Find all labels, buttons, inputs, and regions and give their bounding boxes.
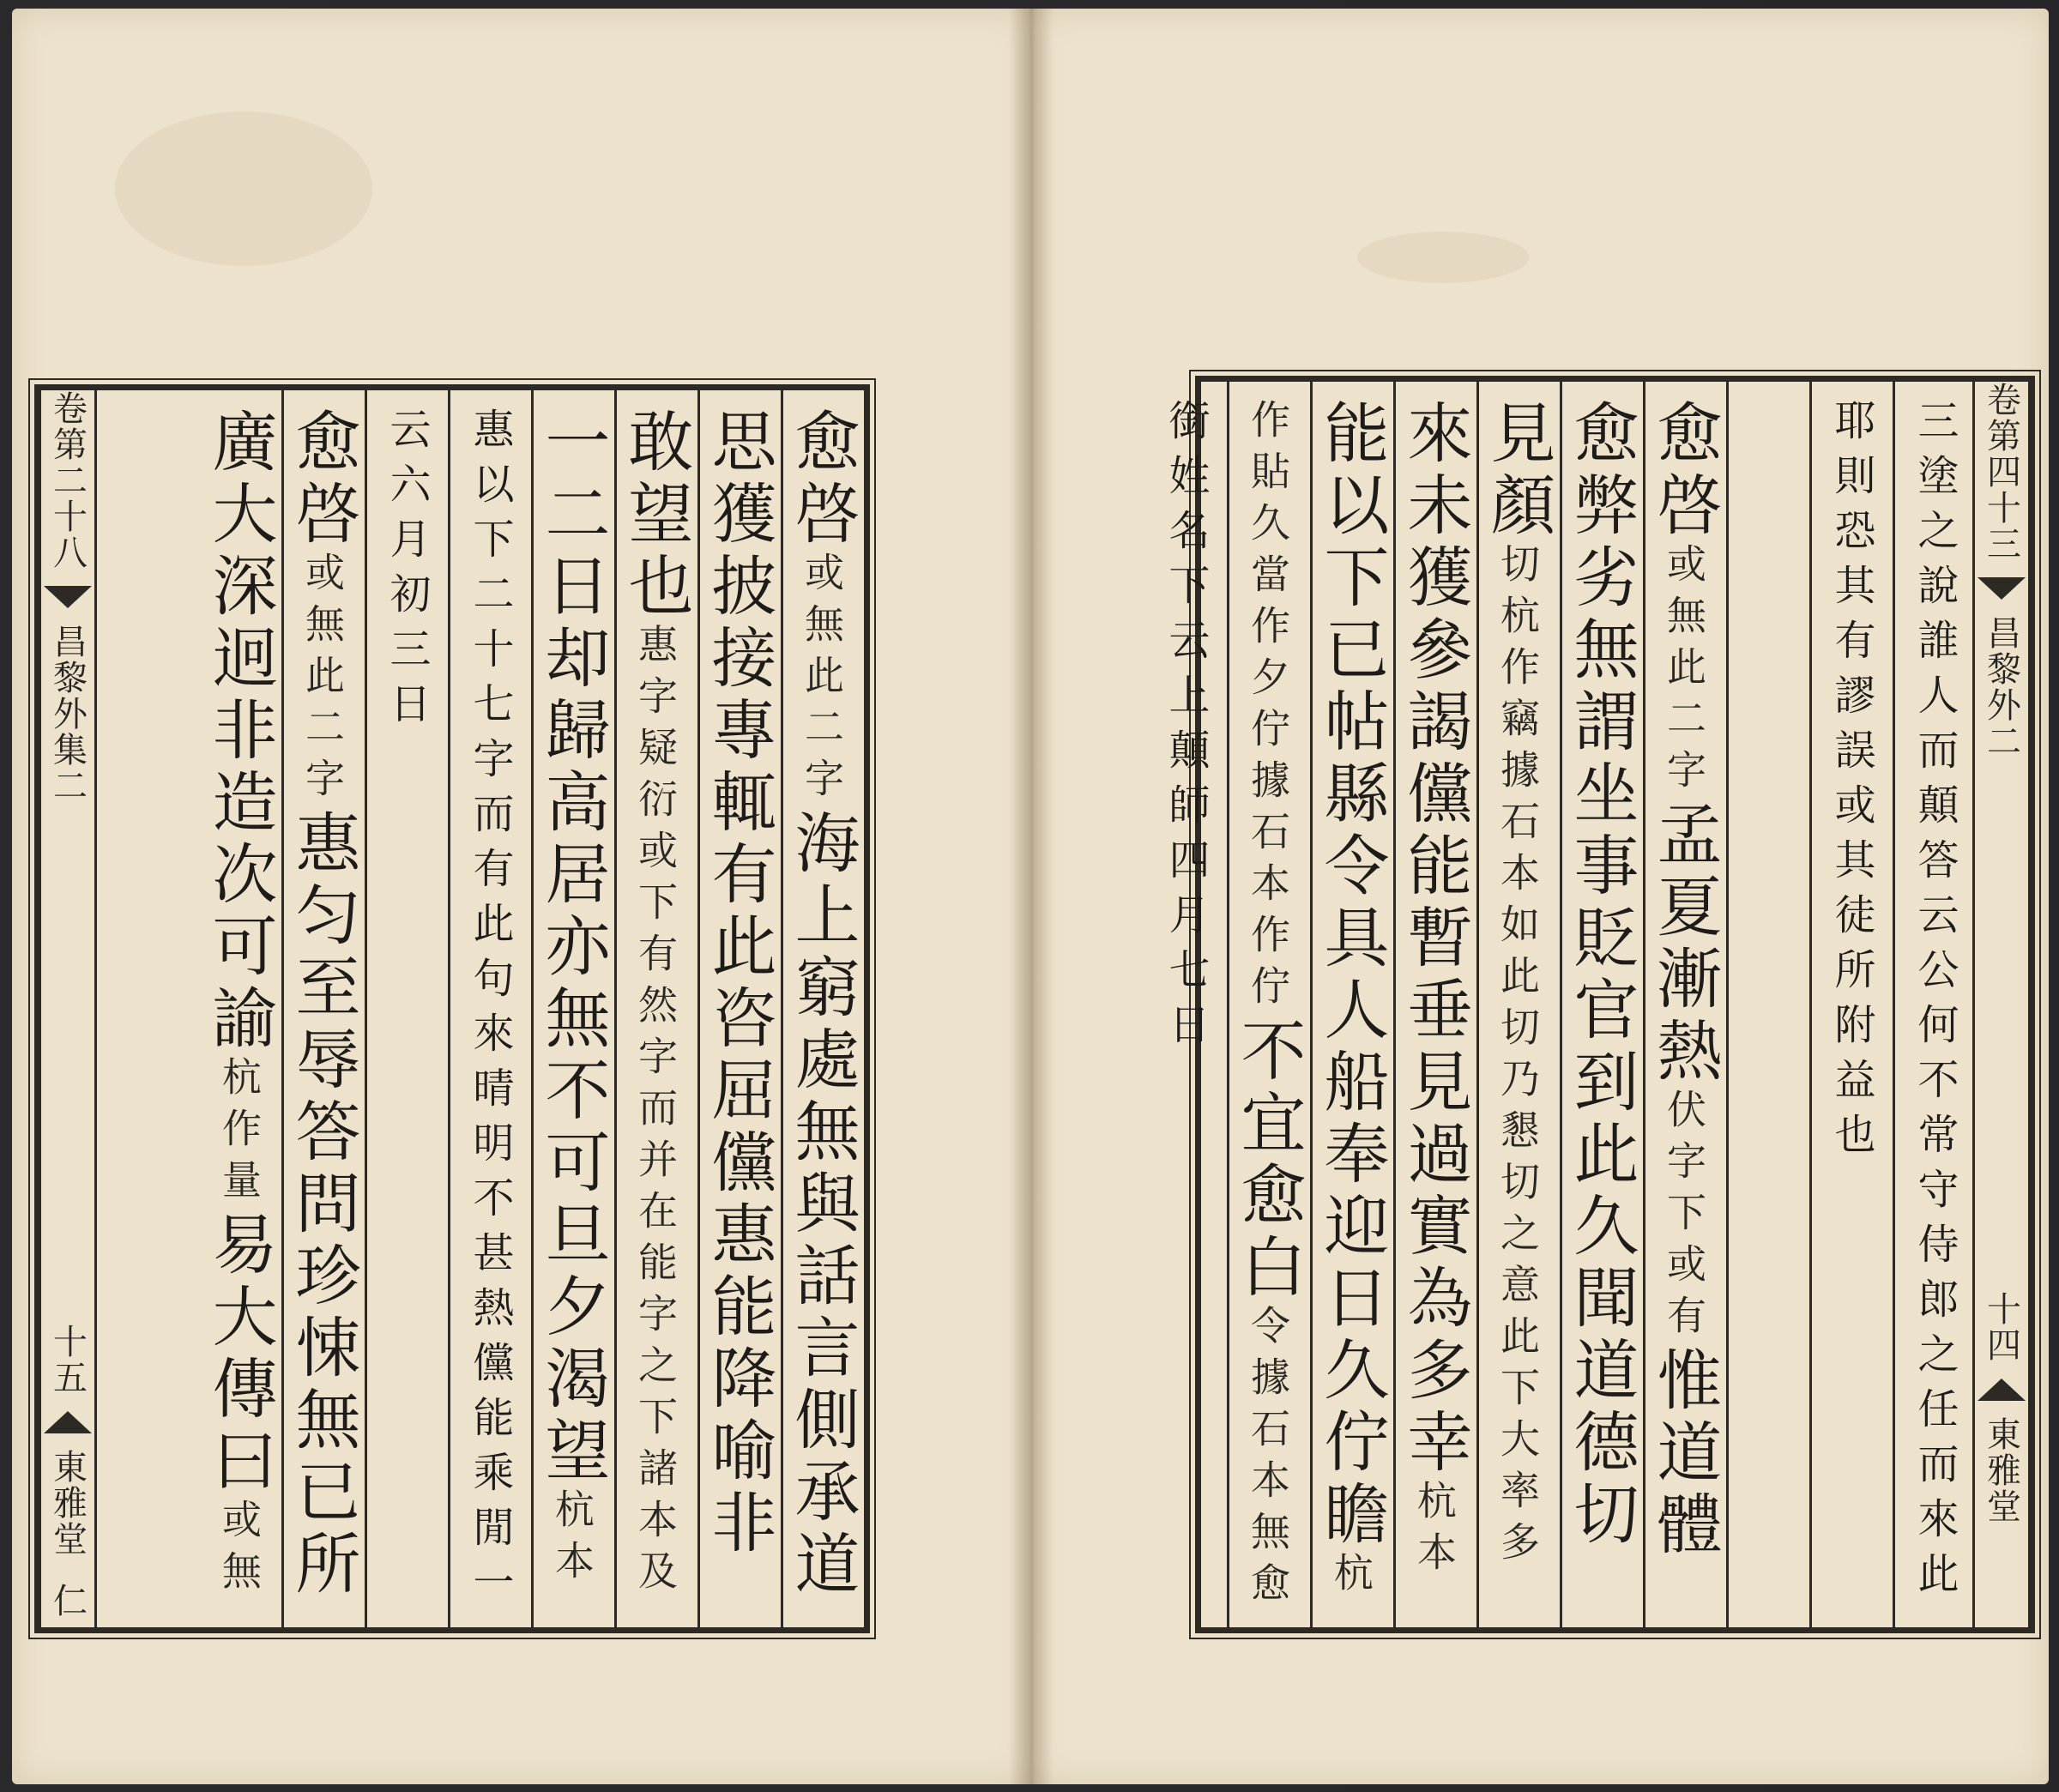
text-column: 作貼久當作夕佇據石本作佇不宜愈白令據石本無愈 xyxy=(1227,382,1310,1627)
left-print-frame xyxy=(34,384,870,1633)
annotation-column: 耶則恐其有謬誤或其徒所附益也 xyxy=(1809,382,1893,1627)
text-column: 愈啓或無此二字海上窮處無與話言側承道 xyxy=(781,390,864,1627)
annotation-column: 惠以下二十七字而有此句來晴明不甚熱儻能乘閒一 xyxy=(448,390,531,1627)
text-column: 見顏切杭作竊據石本如此切乃懇切之意此下大率多 xyxy=(1476,382,1560,1627)
fish-tail-bottom-icon xyxy=(44,1411,92,1433)
text-column: 愈弊劣無謂坐事貶官到此久聞道德切 xyxy=(1560,382,1643,1627)
right-print-frame xyxy=(1162,376,2035,1633)
blank-column xyxy=(1726,382,1809,1627)
text-column: 來未獲參謁儻能暫垂見過實為多幸杭本 xyxy=(1393,382,1476,1627)
annotation-column: 銜姓名下云上顛師四月七日 xyxy=(1162,399,1210,1058)
text-column: 能以下已帖縣令具人船奉迎日久佇瞻杭 xyxy=(1310,382,1393,1627)
text-column: 廣大深迥非造次可諭杭作量易大傳曰或無 xyxy=(202,407,278,1602)
annotation-column: 三塗之說誰人而顛答云公何不常守侍郎之任而來此 xyxy=(1893,382,1976,1627)
fish-tail-top-icon xyxy=(1977,577,2026,600)
text-column: 愈啓或無此二字惠匀至辱答問珍悚無已所 xyxy=(281,390,365,1627)
text-column: 敢望也惠字疑衍或下有然字而并在能字之下諸本及 xyxy=(614,390,697,1627)
right-text-area xyxy=(1162,382,1976,1627)
left-volume-number: 卷第二十八 xyxy=(47,390,88,570)
right-book-title: 昌黎外二 xyxy=(1981,615,2021,759)
right-folio-number: 十四 xyxy=(1981,1291,2021,1363)
left-text-area xyxy=(94,390,864,1627)
fish-tail-top-icon xyxy=(44,586,92,608)
left-hall-name: 東雅堂 xyxy=(47,1449,88,1557)
annotation-column: 云六月初三日 xyxy=(365,390,448,1627)
text-column: 愈啓或無此二字孟夏漸熱伏字下或有惟道體 xyxy=(1643,382,1726,1627)
left-page-margin-strip xyxy=(39,390,97,1627)
text-column: 一二日却歸高居亦無不可旦夕渴望杭本 xyxy=(531,390,614,1627)
fish-tail-bottom-icon xyxy=(1977,1379,2026,1401)
right-page-margin-strip xyxy=(1972,382,2031,1627)
book-gutter xyxy=(1009,9,1054,1784)
left-bottom-mark: 仁 xyxy=(47,1583,88,1619)
right-hall-name: 東雅堂 xyxy=(1981,1416,2021,1524)
right-volume-number: 卷第四十三 xyxy=(1981,382,2021,562)
text-column: 思獲披接專輒有此咨屈儻惠能降喻非 xyxy=(697,390,781,1627)
left-book-title: 昌黎外集二 xyxy=(47,624,88,804)
left-folio-number: 十五 xyxy=(47,1324,88,1396)
